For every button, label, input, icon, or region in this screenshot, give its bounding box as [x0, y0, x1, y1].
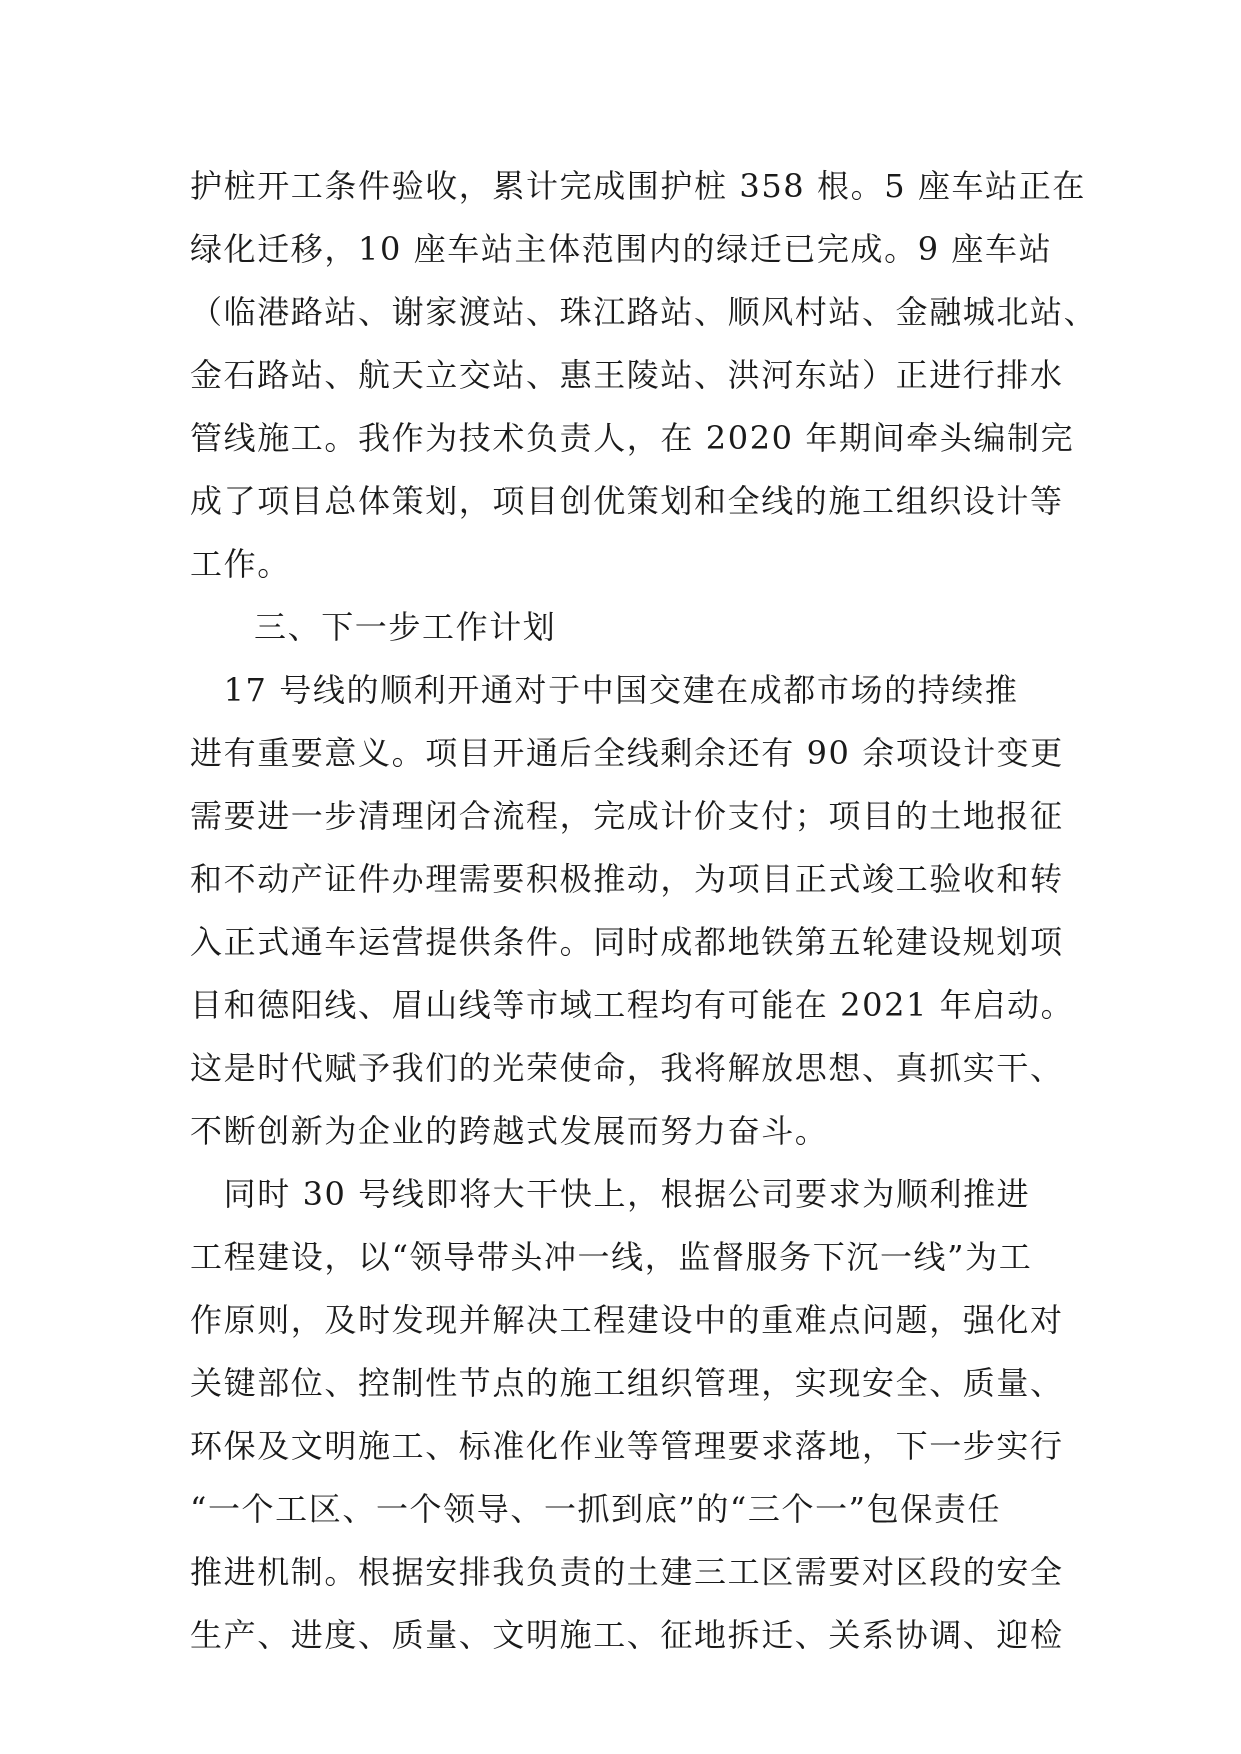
text-line-10: 进有重要意义。项目开通后全线剩余还有 90 余项设计变更: [190, 734, 1064, 772]
text-line-9: 17 号线的顺利开通对于中国交建在成都市场的持续推: [190, 671, 1019, 709]
document-body: [190, 155, 1098, 1667]
text-line-1: 护桩开工条件验收，累计完成围护桩 358 根。5 座车站正在: [190, 167, 1086, 205]
text-line-14: 目和德阳线、眉山线等市域工程均有可能在 2021 年启动。: [190, 986, 1075, 1024]
text-line-18: 工程建设，以“领导带头冲一线，监督服务下沉一线”为工: [190, 1238, 1033, 1276]
section-heading: 三、下一步工作计划: [254, 608, 557, 646]
text-line-7: 工作。: [190, 545, 291, 583]
text-line-24: 生产、进度、质量、文明施工、征地拆迁、关系协调、迎检: [190, 1616, 1064, 1654]
text-line-5: 管线施工。我作为技术负责人，在 2020 年期间牵头编制完: [190, 419, 1075, 457]
text-line-2: 绿化迁移，10 座车站主体范围内的绿迁已完成。9 座车站: [190, 230, 1053, 268]
text-line-6: 成了项目总体策划，项目创优策划和全线的施工组织设计等: [190, 482, 1064, 520]
text-line-13: 入正式通车运营提供条件。同时成都地铁第五轮建设规划项: [190, 923, 1064, 961]
text-line-17: 同时 30 号线即将大干快上，根据公司要求为顺利推进: [190, 1175, 1031, 1213]
text-line-4: 金石路站、航天立交站、惠王陵站、洪河东站）正进行排水: [190, 356, 1064, 394]
text-line-20: 关键部位、控制性节点的施工组织管理，实现安全、质量、: [190, 1364, 1064, 1402]
text-line-16: 不断创新为企业的跨越式发展而努力奋斗。: [190, 1112, 829, 1150]
text-line-15: 这是时代赋予我们的光荣使命，我将解放思想、真抓实干、: [190, 1049, 1064, 1087]
text-line-23: 推进机制。根据安排我负责的土建三工区需要对区段的安全: [190, 1553, 1064, 1591]
text-line-12: 和不动产证件办理需要积极推动，为项目正式竣工验收和转: [190, 860, 1064, 898]
text-line-19: 作原则，及时发现并解决工程建设中的重难点问题，强化对: [190, 1301, 1064, 1339]
text-line-21: 环保及文明施工、标准化作业等管理要求落地，下一步实行: [190, 1427, 1064, 1465]
text-line-11: 需要进一步清理闭合流程，完成计价支付；项目的土地报征: [190, 797, 1064, 835]
text-line-3: （临港路站、谢家渡站、珠江路站、顺风村站、金融城北站、: [190, 293, 1098, 331]
text-line-22: “一个工区、一个领导、一抓到底”的“三个一”包保责任: [190, 1490, 1002, 1528]
